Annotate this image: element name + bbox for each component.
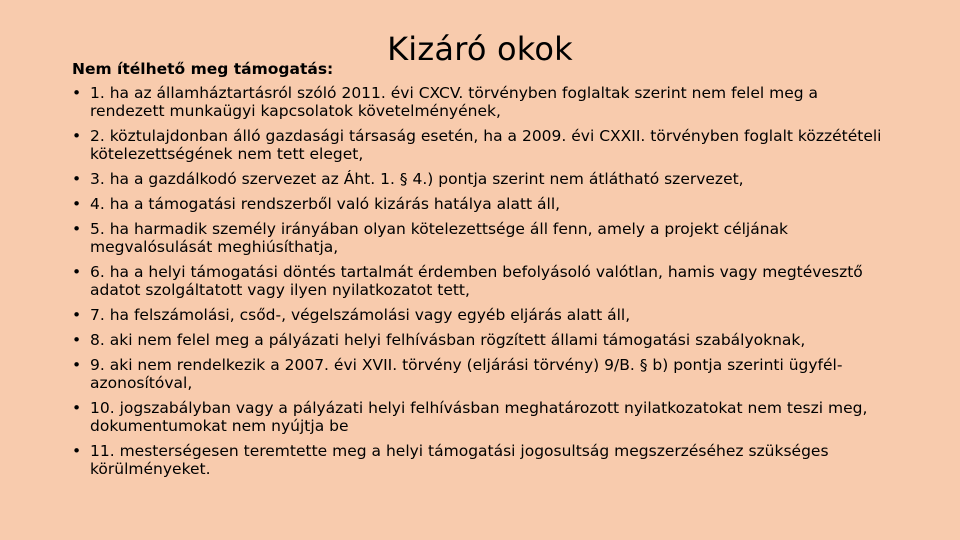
- bullet-icon: •: [72, 84, 82, 102]
- intro-text: Nem ítélhető meg támogatás:: [72, 60, 334, 78]
- list-item: [72, 331, 892, 349]
- slide-content: [72, 60, 892, 485]
- list-item: [72, 356, 892, 392]
- list-item: [72, 127, 892, 163]
- list-item: [72, 170, 892, 188]
- bullet-icon: •: [72, 356, 82, 374]
- bullet-icon: •: [72, 170, 82, 188]
- bullet-icon: •: [72, 399, 82, 417]
- list-item-text: 7. ha felszámolási, csőd-, végelszámolási vagy egyéb eljárás alatt áll,: [90, 306, 631, 324]
- list-item: [72, 195, 892, 213]
- list-item-text: 6. ha a helyi támogatási döntés tartalmát érdemben befolyásoló valótlan, hamis vagy megtévesztő adatot szolgáltatott vagy ilyen nyilatkozatot tett,: [90, 263, 863, 299]
- bullet-icon: •: [72, 127, 82, 145]
- list-item: [72, 84, 892, 120]
- list-item-text: 10. jogszabályban vagy a pályázati helyi felhívásban meghatározott nyilatkozatokat nem teszi meg, dokumentumokat nem nyújtja be: [90, 399, 868, 435]
- list-item-text: 8. aki nem felel meg a pályázati helyi felhívásban rögzített állami támogatási szabályoknak,: [90, 331, 806, 349]
- list-item: [72, 220, 892, 256]
- list-item-text: 1. ha az államháztartásról szóló 2011. évi CXCV. törvényben foglaltak szerint nem felel meg a rendezett munkaügyi kapcsolatok követelményének,: [90, 84, 819, 120]
- list-item: [72, 442, 892, 478]
- list-item: [72, 306, 892, 324]
- list-item-text: 2. köztulajdonban álló gazdasági társaság esetén, ha a 2009. évi CXXII. törvényben foglalt közzétételi kötelezettségének nem tett eleget,: [90, 127, 882, 163]
- list-item-text: 11. mesterségesen teremtette meg a helyi támogatási jogosultság megszerzéséhez szükséges körülményeket.: [90, 442, 829, 478]
- exclusion-reasons-list: [72, 84, 892, 478]
- list-item-text: 3. ha a gazdálkodó szervezet az Áht. 1. § 4.) pontja szerint nem átlátható szervezet,: [90, 170, 744, 188]
- list-item-text: 4. ha a támogatási rendszerből való kizárás hatálya alatt áll,: [90, 195, 561, 213]
- list-item-text: 9. aki nem rendelkezik a 2007. évi XVII. törvény (eljárási törvény) 9/B. § b) pontja szerinti ügyfél-azonosítóval,: [90, 356, 843, 392]
- list-item: [72, 263, 892, 299]
- bullet-icon: •: [72, 306, 82, 324]
- bullet-icon: •: [72, 442, 82, 460]
- bullet-icon: •: [72, 263, 82, 281]
- list-item-text: 5. ha harmadik személy irányában olyan kötelezettsége áll fenn, amely a projekt céljának megvalósulását meghiúsíthatja,: [90, 220, 789, 256]
- bullet-icon: •: [72, 195, 82, 213]
- list-item: [72, 399, 892, 435]
- bullet-icon: •: [72, 331, 82, 349]
- bullet-icon: •: [72, 220, 82, 238]
- slide-title: Kizáró okok: [387, 30, 573, 69]
